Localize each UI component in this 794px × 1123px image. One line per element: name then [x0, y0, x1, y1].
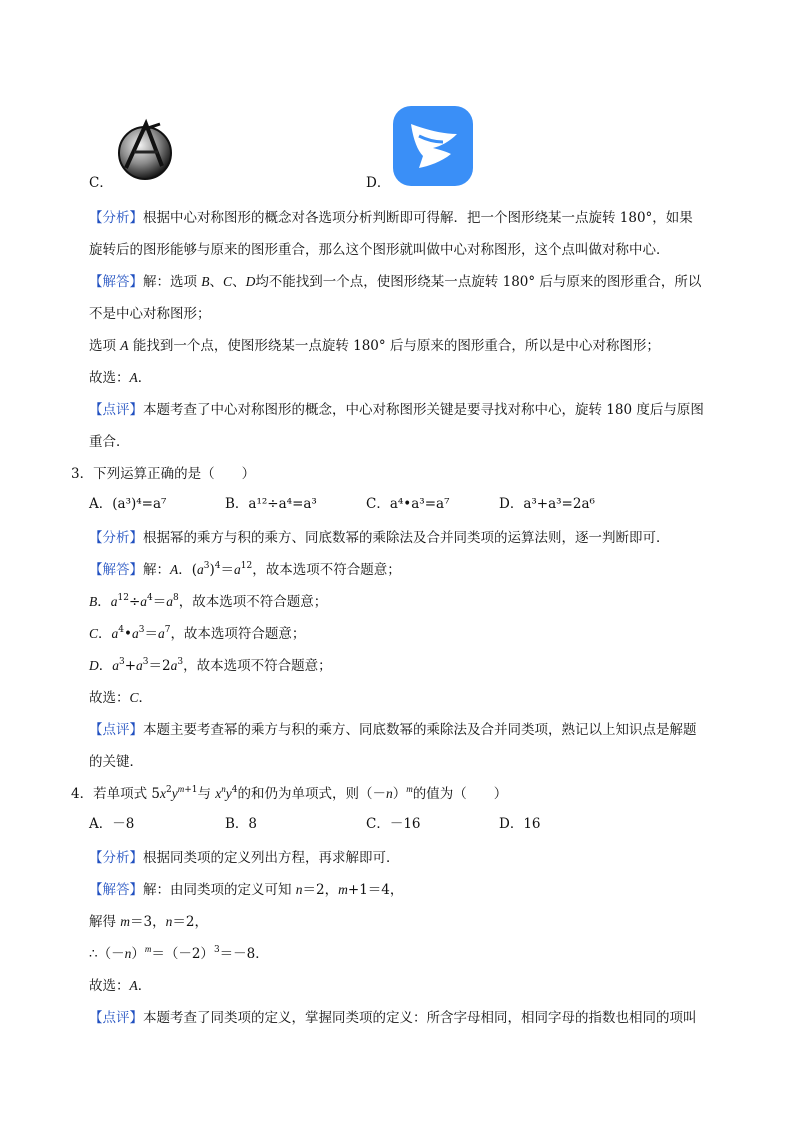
q3-option-a: A．(a³)⁴=a⁷: [89, 496, 167, 512]
option-c-image: [112, 118, 176, 182]
q2-answer-line-2: 不是中心对称图形；: [89, 306, 211, 322]
q3-comment-line-2: 的关键．: [89, 754, 143, 770]
q3-choose: 故选：C．: [89, 690, 153, 706]
answer-tag: 【解答】: [89, 274, 143, 290]
option-d-image: [393, 106, 473, 186]
q3-answer-line-a: 【解答】解：A．$(a^3)^4=a^{12}$，故本选项不符合题意；: [89, 561, 401, 578]
q4-option-d: D．16: [499, 816, 541, 832]
q3-answer-line-c: C．$a^4•a^3=a^7$，故本选项符合题意；: [89, 625, 306, 642]
q4-answer-line-1: 【解答】解：由同类项的定义可知 n＝2，m+1＝4，: [89, 882, 404, 898]
q4-analysis: 【分析】根据同类项的定义列出方程，再求解即可．: [89, 850, 400, 866]
q2-analysis-line-1: 【分析】根据中心对称图形的概念对各选项分析判断即可得解．把一个图形绕某一点旋转 180°，如果: [89, 210, 693, 226]
q4-option-a: A．－8: [89, 816, 135, 832]
q2-analysis-line-2: 旋转后的图形能够与原来的图形重合，那么这个图形就叫做中心对称图形，这个点叫做对称中心．: [89, 242, 670, 258]
q3-answer-line-d: D．$a^3+a^3=2a^3$，故本选项不符合题意；: [89, 657, 332, 674]
q2-answer-line-3: 选项 A 能找到一个点，使图形绕某一点旋转 180° 后与原来的图形重合，所以是中心对称图形；: [89, 338, 660, 354]
q4-stem: 4．若单项式 $5x^2y^{m+1}$与 $x^ny^4$的和仍为单项式，则$(-n)^m$的值为（ ）: [71, 784, 508, 802]
q3-comment-line-1: 【点评】本题主要考查幂的乘方与积的乘方、同底数幂的乘除法及合并同类项，熟记以上知识点是解题: [89, 722, 697, 738]
q3-option-c: C．a⁴•a³=a⁷: [366, 496, 450, 512]
q2-comment-line-1: 【点评】本题考查了中心对称图形的概念，中心对称图形关键是要寻找对称中心，旋转 180 度后与原图: [89, 402, 704, 418]
q4-answer-line-2: 解得 m＝3，n＝2，: [89, 914, 208, 930]
option-c-label: C．: [89, 175, 113, 191]
q4-answer-line-3: $\therefore(-n)^m=(-2)^3=-8$．: [89, 944, 269, 962]
option-d-label: D．: [366, 175, 391, 191]
q3-analysis: 【分析】根据幂的乘方与积的乘方、同底数幂的乘除法及合并同类项的运算法则，逐一判断即可．: [89, 530, 670, 546]
q3-answer-line-b: B．$a^{12}\div a^4=a^8$，故本选项不符合题意；: [89, 593, 328, 610]
q3-option-d: D．a³+a³=2a⁶: [499, 496, 595, 512]
analysis-tag: 【分析】: [89, 210, 143, 226]
q3-option-b: B．a¹²÷a⁴=a³: [225, 496, 317, 512]
q2-comment-line-2: 重合．: [89, 434, 130, 450]
q4-option-b: B．8: [225, 816, 258, 832]
q2-choose: 故选：A．: [89, 370, 152, 386]
q3-stem: 3．下列运算正确的是（ ）: [71, 466, 256, 482]
q2-answer-line-1: 【解答】解：选项 B、C、D均不能找到一个点，使图形绕某一点旋转 180° 后与原来的图形重合，所以: [89, 274, 702, 290]
q4-option-c: C．－16: [366, 816, 421, 832]
q4-choose: 故选：A．: [89, 978, 152, 994]
q4-comment-line-1: 【点评】本题考查了同类项的定义，掌握同类项的定义：所含字母相同，相同字母的指数也相同的项叫: [89, 1010, 697, 1026]
comment-tag: 【点评】: [89, 402, 143, 418]
